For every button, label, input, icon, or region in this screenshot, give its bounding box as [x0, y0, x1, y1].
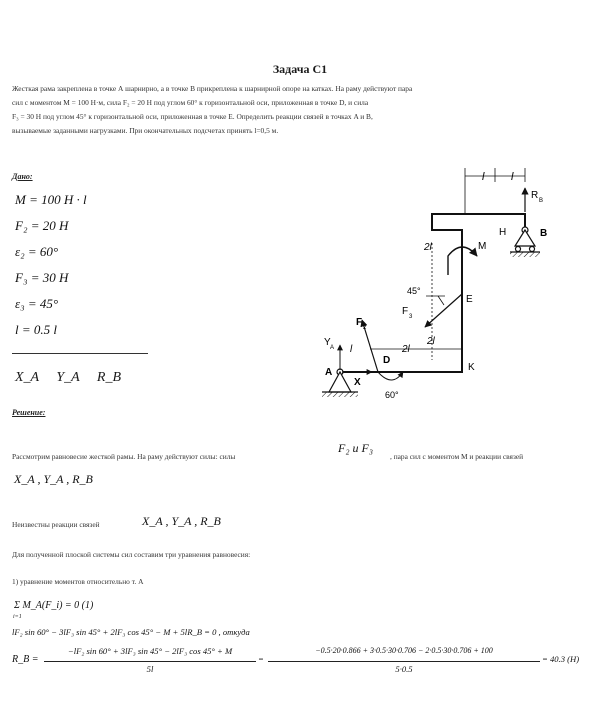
label-h: H	[499, 227, 507, 238]
label-ya-sub: A	[330, 345, 335, 351]
problem-line: сил с моментом M = 100 Н·м, сила F₂ = 20 Н под углом 60° к горизонтальной оси, приложенная в точке D, и сила	[12, 98, 369, 107]
given-e3: ε₃ = 45°	[15, 296, 59, 311]
problem-line: F₃ = 30 Н под углом 45° к горизонтальной оси, приложенная в точке E. Определить реакции связей в точках A и B,	[12, 112, 373, 121]
sum-formula: Σ M_A(F_i) = 0 (1)	[14, 600, 94, 611]
problem-line: Жесткая рама закреплена в точке А шарнирно, а в точке В прикреплена к шарнирной опоре на катках. На раму действуют пара	[12, 84, 413, 93]
label-d: D	[383, 355, 391, 366]
reactions-symbols: X_A , Y_A , R_B	[14, 472, 93, 486]
frame-line	[340, 214, 525, 372]
given-heading: Дано:	[12, 172, 33, 181]
unknowns: X_A Y_A R_B	[15, 370, 122, 385]
equation-line: lF₂ sin 60° − 3lF₃ sin 45° + 2lF₃ cos 45° − M + 5lR_B = 0 , откуда	[12, 627, 250, 637]
problem-line: вызываемые заданными нагрузками. При окончательных подсчетах принять l=0,5 м.	[12, 126, 279, 135]
solution-heading: Решение:	[12, 408, 46, 417]
solution-line1-end: , пара сил с моментом M и реакции связей	[390, 452, 524, 461]
rb-numerator: −lF₂ sin 60° + 3lF₃ sin 45° − 2lF₃ cos 45° + M	[67, 646, 233, 656]
label-f2: F	[356, 317, 363, 328]
given-l: l = 0.5 l	[15, 322, 57, 337]
label-45: 45°	[407, 286, 421, 296]
label-x: X	[354, 377, 361, 388]
given-e2: ε₂ = 60°	[15, 244, 59, 259]
label-e: E	[466, 294, 473, 305]
rb-denominator: 5l	[146, 664, 154, 674]
unknown-reactions-symbols: X_A , Y_A , R_B	[142, 514, 221, 528]
angle-45-mark	[438, 296, 444, 305]
rb-result: = 40.3 (Н)	[542, 654, 580, 664]
page-title: Задача С1	[272, 62, 328, 76]
solution-line1: Рассмотрим равновесие жесткой рамы. На раму действуют силы: силы	[12, 452, 236, 461]
unknown-reactions-label: Неизвестны реакции связей	[12, 520, 100, 529]
label-f2-sub: 2	[363, 325, 367, 331]
label-f3: F	[402, 306, 409, 317]
label-60: 60°	[385, 390, 399, 400]
solution-forces: F₂ и F₃	[338, 441, 374, 455]
dim-label-l1: l	[482, 171, 485, 183]
rb-denominator-values: 5·0.5	[395, 664, 413, 674]
label-a: A	[325, 367, 333, 378]
dim-label-2l-right: 2l	[427, 336, 435, 347]
dim-label-l2: l	[511, 171, 514, 183]
label-rb-sub: B	[539, 198, 544, 204]
sum-index: i=1	[13, 614, 22, 620]
label-m: M	[478, 241, 487, 252]
label-k: K	[468, 362, 475, 373]
angle-60-arc	[378, 372, 403, 380]
f3-arrow	[425, 294, 462, 327]
equations-intro: Для полученной плоской системы сил составим три уравнения равновесия:	[12, 550, 251, 559]
dim-label-2l-top: 2l	[424, 242, 432, 253]
equation1-label: 1) уравнение моментов относительно т. A	[12, 577, 144, 586]
rb-lhs: R_B =	[12, 654, 39, 665]
dim-label-l-left: l	[350, 344, 353, 355]
given-m: M = 100 Н · l	[15, 192, 87, 207]
roller-support-b	[510, 227, 540, 257]
rb-numerator-values: −0.5·20·0.866 + 3·0.5·30·0.706 − 2·0.5·30·0.706 + 100	[315, 646, 493, 655]
label-rb: R	[531, 190, 539, 201]
dim-label-2l-bottom: 2l	[402, 344, 410, 355]
label-ya: Y	[324, 337, 331, 348]
frame-structure	[340, 214, 525, 372]
equals-sign: =	[258, 654, 264, 664]
label-f3-sub: 3	[409, 314, 413, 320]
given-f2: F₂ = 20 Н	[15, 218, 69, 233]
given-f3: F₃ = 30 Н	[15, 270, 69, 285]
label-b: B	[540, 228, 548, 239]
